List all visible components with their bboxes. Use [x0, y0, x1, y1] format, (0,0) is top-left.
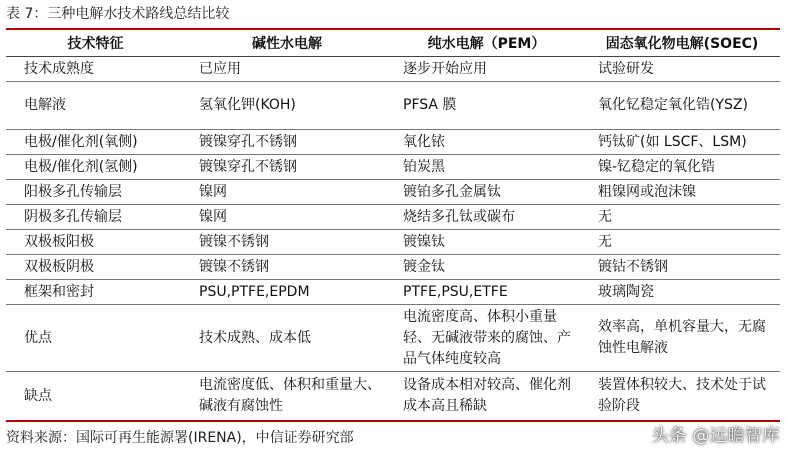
- row-label: 电极/催化剂(氧侧): [6, 130, 185, 155]
- table-cell: PTFE,PSU,ETFE: [389, 280, 584, 305]
- table-row: [6, 205, 780, 230]
- table-cell: 镍-钇稳定的氧化锆: [584, 155, 780, 180]
- table-cell: 铂炭黑: [389, 155, 584, 180]
- source-note: 资料来源：国际可再生能源署(IRENA)，中信证券研究部: [6, 430, 354, 446]
- table-row: [6, 230, 780, 255]
- table-cell: 氧化铱: [389, 130, 584, 155]
- table-cell: 装置体积较大、技术处于试验阶段: [584, 372, 780, 422]
- table-row: [6, 305, 780, 372]
- row-label: 电解液: [6, 82, 185, 130]
- table-row: [6, 280, 780, 305]
- table-row: [6, 82, 780, 130]
- table-cell: 效率高，单机容量大，无腐蚀性电解液: [584, 305, 780, 372]
- comparison-table: [6, 30, 780, 422]
- row-label: 框架和密封: [6, 280, 185, 305]
- table-cell: 无: [584, 230, 780, 255]
- table-cell: 粗镍网或泡沫镍: [584, 180, 780, 205]
- table-cell: 镍网: [185, 180, 389, 205]
- column-header: 纯水电解（PEM）: [389, 30, 584, 57]
- table-cell: 镀金钛: [389, 255, 584, 280]
- table-cell: 钙钛矿(如 LSCF、LSM): [584, 130, 780, 155]
- row-label: 阳极多孔传输层: [6, 180, 185, 205]
- table-cell: 电流密度高、体积小重量轻、无碱液带来的腐蚀、产品气体纯度较高: [389, 305, 584, 372]
- row-label: 双极板阳极: [6, 230, 185, 255]
- table-header-row: [6, 30, 780, 57]
- row-label: 技术成熟度: [6, 57, 185, 82]
- column-header: 技术特征: [6, 30, 185, 57]
- table-cell: 设备成本相对较高、催化剂成本高且稀缺: [389, 372, 584, 422]
- table-cell: 镀镍钛: [389, 230, 584, 255]
- table-cell: 镀镍穿孔不锈钢: [185, 130, 389, 155]
- table-row: [6, 372, 780, 422]
- table-cell: 烧结多孔钛或碳布: [389, 205, 584, 230]
- watermark: 头条 @远瞻智库: [651, 426, 780, 446]
- table-cell: 镀镍不锈钢: [185, 255, 389, 280]
- table-cell: 镀钴不锈钢: [584, 255, 780, 280]
- table-row: [6, 155, 780, 180]
- table-cell: 逐步开始应用: [389, 57, 584, 82]
- row-label: 电极/催化剂(氢侧): [6, 155, 185, 180]
- table-cell: 氢氧化钾(KOH): [185, 82, 389, 130]
- table-cell: 无: [584, 205, 780, 230]
- row-label: 阴极多孔传输层: [6, 205, 185, 230]
- table-cell: 已应用: [185, 57, 389, 82]
- table-cell: 电流密度低、体积和重量大、碱液有腐蚀性: [185, 372, 389, 422]
- table-cell: PFSA 膜: [389, 82, 584, 130]
- column-header: 碱性水电解: [185, 30, 389, 57]
- table-row: [6, 57, 780, 82]
- column-header: 固态氧化物电解(SOEC): [584, 30, 780, 57]
- table-cell: 镀铂多孔金属钛: [389, 180, 584, 205]
- table-cell: 镍网: [185, 205, 389, 230]
- table-cell: 试验研发: [584, 57, 780, 82]
- table-cell: PSU,PTFE,EPDM: [185, 280, 389, 305]
- table-cell: 技术成熟、成本低: [185, 305, 389, 372]
- table-row: [6, 255, 780, 280]
- table-cell: 镀镍不锈钢: [185, 230, 389, 255]
- row-label: 双极板阴极: [6, 255, 185, 280]
- table-cell: 玻璃陶瓷: [584, 280, 780, 305]
- table-row: [6, 180, 780, 205]
- row-label: 优点: [6, 305, 185, 372]
- table-cell: 镀镍穿孔不锈钢: [185, 155, 389, 180]
- table-cell: 氧化钇稳定氧化锆(YSZ): [584, 82, 780, 130]
- table-row: [6, 130, 780, 155]
- row-label: 缺点: [6, 372, 185, 422]
- table-caption: 表 7：三种电解水技术路线总结比较: [6, 6, 230, 22]
